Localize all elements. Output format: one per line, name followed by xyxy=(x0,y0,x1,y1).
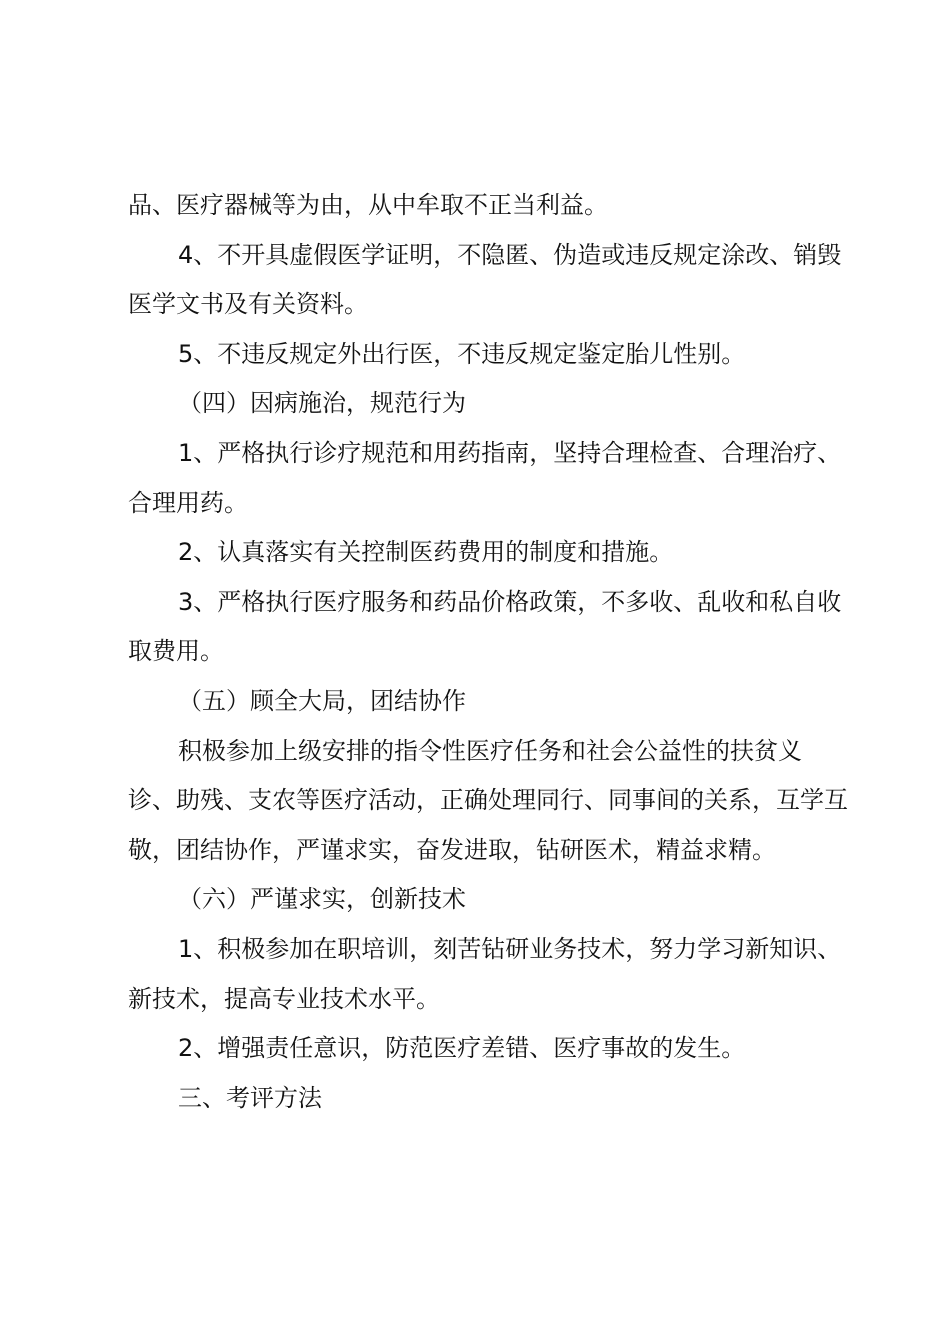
paragraph-item-4: 4、不开具虚假医学证明，不隐匿、伪造或违反规定涂改、销毁医学文书及有关资料。 xyxy=(128,240,842,319)
section-heading-5: （五）顾全大局，团结协作 xyxy=(178,686,466,715)
document-body xyxy=(128,181,848,1123)
section-heading-3: 三、考评方法 xyxy=(178,1083,322,1112)
paragraph-body: 积极参加上级安排的指令性医疗任务和社会公益性的扶贫义诊、助残、支农等医疗活动，正确处理同行、同事间的关系，互学互敬，团结协作，严谨求实，奋发进取，钻研医术，精益求精。 xyxy=(128,736,848,864)
paragraph-item-5: 5、不违反规定外出行医，不违反规定鉴定胎儿性别。 xyxy=(178,339,746,368)
paragraph-item-2: 2、增强责任意识，防范医疗差错、医疗事故的发生。 xyxy=(178,1034,746,1063)
section-heading-4: （四）因病施治，规范行为 xyxy=(178,389,466,418)
paragraph-item-3: 3、严格执行医疗服务和药品价格政策，不多收、乱收和私自收取费用。 xyxy=(128,587,842,666)
paragraph-item-2: 2、认真落实有关控制医药费用的制度和措施。 xyxy=(178,538,674,567)
paragraph-continuation: 品、医疗器械等为由，从中牟取不正当利益。 xyxy=(128,191,608,219)
paragraph-item-1: 1、积极参加在职培训，刻苦钻研业务技术，努力学习新知识、新技术，提高专业技术水平。 xyxy=(128,934,842,1013)
section-heading-6: （六）严谨求实，创新技术 xyxy=(178,885,466,914)
paragraph-item-1: 1、严格执行诊疗规范和用药指南，坚持合理检查、合理治疗、合理用药。 xyxy=(128,438,842,517)
